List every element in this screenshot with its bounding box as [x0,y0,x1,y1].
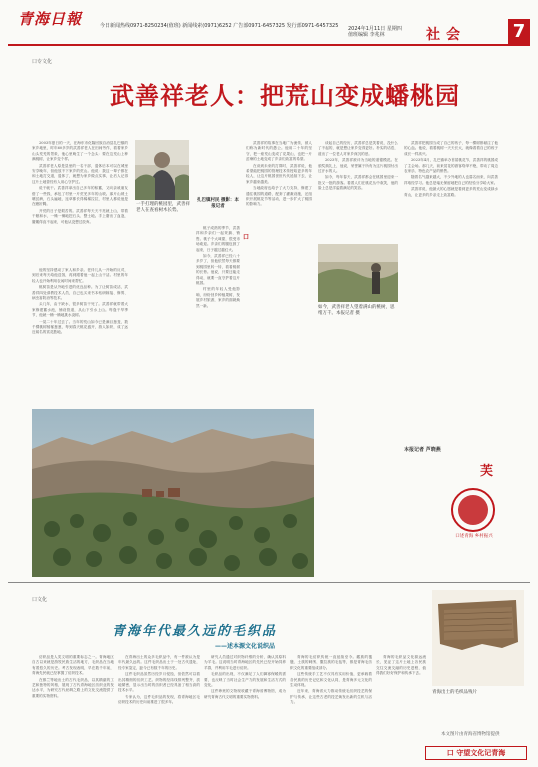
story2-subhead: ——述本源文化说织品 [215,643,276,650]
calligraphy-mark: 芙 [480,464,494,479]
story2-tag: 口文化 [32,597,48,603]
photo-credit: 本文图片由青海省博物馆提供 [441,732,500,737]
story2-column-2: 在青海出土的众多毛织品中，有一件被认为是年代最久远的。这件毛织品出土于一处古代遗址，经专家鉴定，距今已有数千年的历史。 这件毛织品虽然历经岁月侵蚀，但依然可以看出其精细的纺织工艺。织物的经纬线排列整齐，质地紧密，显示出当时的纺织者已经具备了相当高的技术水平。 专家认为，这件毛织品的发现，将青海地区毛纺织技术的历史向前推进了很多年。 [118,655,200,705]
article-column-1: 2003年夏日的一天，在海东市化隆回族自治县扎巴镇的家乡地里，时年60多岁的武善祥老人在田间劳作，看着家乡山头荒芜的景象，他心里萌生了一个念头：要在这荒山上种满桃树，让家乡变个样。 武善祥老人原是县里的一名干部，退休后本可以在城里安享晚年，但他放不下家乡的荒山。他说：我这一辈子都在和土地打交道，退休了，就想为家乡做点实事，让后人记得这片土地曾经有人用心守护过。 说干就干。武善祥拿出自己多年的积蓄，又向亲戚朋友借了一些钱，承包了村里一片荒芜多年的山坡。那片山坡土壤贫瘠，石头遍地，连草都长得稀稀拉拉，村里人都说他是在瞎折腾。 开荒的日子是艰苦的。武善祥每天天不亮就上山，带着干粮和水，一锄一锄地挖石头、整土地。手上磨出了血泡，腰累得直不起来，可他从没想过放弃。 [32,141,128,224]
seal-inner [458,495,488,525]
quote-tag: 口 [243,234,250,241]
story2-column-5: 青海的毛织品文化源远流长，见证了这片土地上各民族交往交流交融的历史进程，值得我们好好保护和传承下去。 [376,655,426,676]
textile-caption: 青海出土的毛织品残片 [432,690,477,695]
orchard-detail-caption: 如今，武善祥老人望着满山的桃树，思绪万千。本报记者 摄 [318,305,395,316]
portrait-photo [135,140,189,200]
textile-photo [432,590,524,686]
article-column-2: 他的坚持感动了家人和乡亲。老伴儿从一开始的反对，到后来每天给他送饭，再到跟着他一起上山干活。村里的年轻人也开始利用农闲时间来帮忙。 桃树苗是从外地引进的优良品种。为了让树苗成活，武善祥四处请教技术人员，自己也买来书本钻研嫁接、修剪、病虫害防治等技术。 头几年，由于缺水，很多树苗干死了。武善祥就带着大家修建蓄水池，铺设管道，从山下引水上山。每逢干旱季节，他就一桶一桶地挑水浇树。 一晃二十年过去了。当年的荒山如今已是满目葱茏，数千棵桃树郁郁葱葱，每到春天桃花盛开，游人如织，成了远近闻名的赏花胜地。 [32,268,128,335]
page-title: 武善祥老人：把荒山变成蟠桃园 [110,81,460,110]
orchard-detail-photo [318,244,398,302]
masthead [8,6,530,46]
column-mark: 口 守望文化记青海 [425,746,527,760]
hotline-text: 今日新闻热线0971-8250234(值班) 新闻线索(0971)6252 广告部0971-6457325 发行部0971-6457325 [100,23,339,29]
article-column-3: 桃子成熟的季节，武善祥和乡亲们一起采摘、销售。桃子个大味甜，很受市场欢迎。乡亲们的腰包鼓了起来，日子越过越红火。 如今，武善祥已经八十多岁了，但他依然每天都要到桃园里转一转，看看桃树的长势。他说，只要还能走得动，就要一直守护着这片桃园。 村里的年轻人受他影响，纷纷回乡种植果树，发展乡村旅游，家乡的面貌焕然一新。 [196,226,240,308]
story2-column-3: 研究人员通过对织物纤维的分析，确认其原料为羊毛。这说明当时青海地区的先民已经开始饲养羊群，并利用羊毛进行纺织。 毛织品的出现，不仅满足了人们御寒保暖的需要，也反映了当时社会生产力的发展和生活方式的变化。 这件珍贵的文物现收藏于青海省博物馆，成为研究青海古代文明的重要实物资料。 [204,655,286,699]
byline: 本报记者 芦晓燕 [404,447,441,453]
seal-logo [451,488,495,532]
article-column-6: 武善祥把桃园当成了自己的孩子，每一棵树都倾注了他的心血。他说，看着桃树一天天长大，就像看着自己的孩子成长一样高兴。 2023年4月，扎巴镇举办首届桃花节，武善祥的桃园成了主会场。那几天，前来赏花的游客络绎不绝，带动了周边农家乐、特色农产品的销售。 随着名气越来越大，不少外地的人也慕名而来，向武善祥取经学习。他总是毫无保留地把自己的经验分享给大家。 武善祥说，他最大的心愿就是看到更多的荒山变成绿水青山，让更多的乡亲走上致富路。 [404,141,498,197]
portrait-caption: 一手打理的桃园里，武善祥老人在查看树木长势。 [136,202,190,213]
seal-text: 口述青海 乡村振兴 [455,534,493,539]
article-column-5: 谈起自己的经历，武善祥总是笑着说，没什么了不起的，就是想让家乡变得更好。朴实的话语，道出了一位老人对家乡深沉的爱。 2023年，武善祥被评为当地的道德模范。在颁奖典礼上，他说，荣誉属于所有为这片桃园付出过汗水的人。 如今，每年春天，武善祥都会在桃园里迎来一批又一批的游客。看着人们在桃花丛中欢笑，他的脸上总是洋溢着满足的笑容。 [318,141,398,191]
dateline: 2024年1月11日 星期四 值班编辑 李兆林 [348,26,402,38]
orchard-landscape-photo [32,409,314,577]
section-name: 社会 [426,27,466,43]
story2-column-1: 纺织品是人类文明的重要标志之一。青海地区自古以来就是游牧民族生活的地方，毛织品在当地有着悠久的历史。考古发现表明，早在数千年前，青海先民就已经掌握了纺织技术。 在都兰等地出土的古代毛织品，以其精湛的工艺和独特的风格，展现了古代青海地区纺织业的发达水平，为研究古代丝绸之路上的文化交流提供了重要的实物资料。 [32,655,114,698]
story2-column-4: 青海的毛纺织传统一直延续至今。藏族的氆氇、土族的刺绣、撒拉族的毛毡等，都是青海毛纺织文化的重要组成部分。 这些传统手工艺不仅具有实用价值，更承载着各民族的历史记忆和文化认同，是青海多元文化的生动体现。 近年来，青海省大力推动传统毛纺织技艺的保护与传承，让这些古老的技艺焕发出新的生机与活力。 [290,655,372,705]
page-number: 7 [508,19,530,45]
subhead-box: 扎巴镇村民 摄影：本报记者 [196,198,240,209]
newspaper-logo: 青海日報 [18,10,83,28]
story-tag: 口专文化 [32,59,53,65]
article-column-4: 武善祥的故事在当地广为流传，被人们称为新时代的愚公。他用二十年的坚守，把一座荒山变成了花果山，也把一片贫瘠的土地变成了乡亲们致富的希望。 在谈到未来的打算时，武善祥说，他希望能把桃园的管理技术传授给更多的年轻人，让这片桃园世世代代延续下去，让家乡越来越美。 当地政府也给予了大力支持，修建了通往桃园的道路，配套了灌溉设施，还组织开展桃花节等活动，进一步扩大了桃园的影响力。 [246,141,312,207]
story2-headline: 青海年代最久远的毛织品 [112,624,278,639]
section-divider [8,582,530,583]
